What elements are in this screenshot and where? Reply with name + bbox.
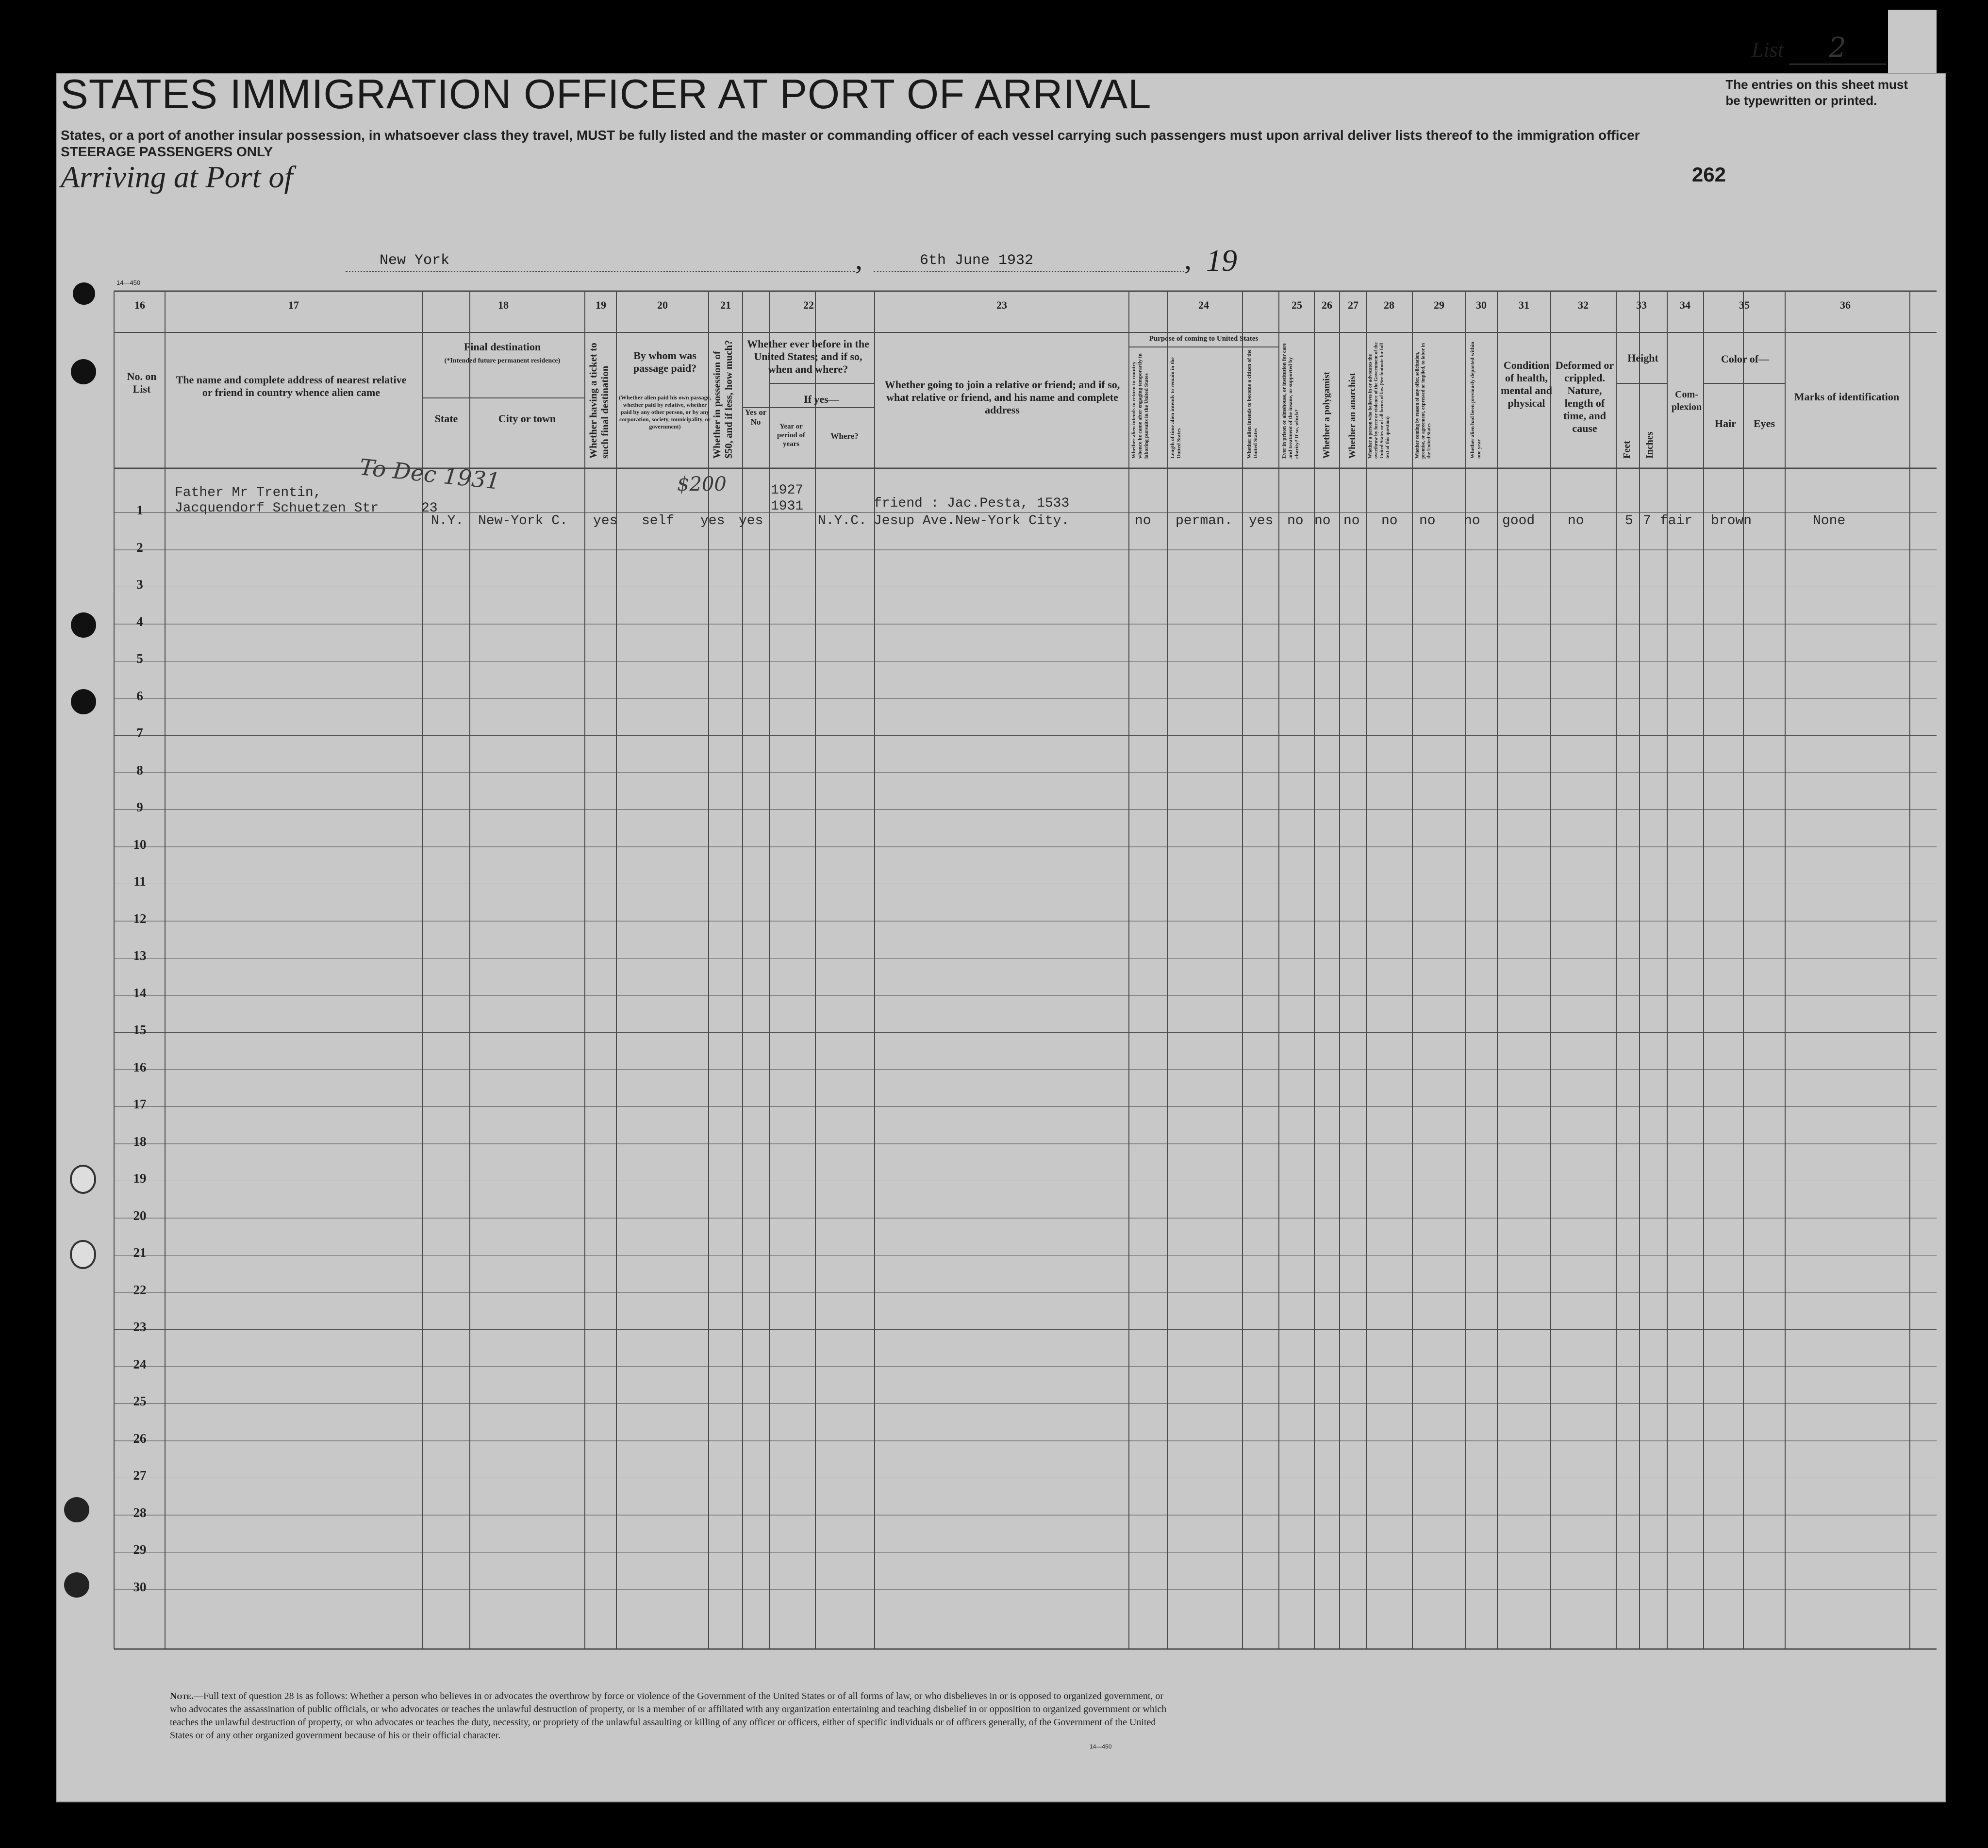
header-c36: Marks of identification — [1794, 391, 1900, 403]
column-number: 22 — [803, 299, 814, 311]
before-yesno-value: yes — [739, 513, 763, 528]
overthrow-value: no — [1381, 513, 1398, 528]
header-c25: Ever in prison or almshouse, or institution for care and treatment of the insane, or supported by charity? If so, which? — [1281, 343, 1300, 459]
header-c33-title: Height — [1627, 352, 1658, 364]
year-prefix: 19 — [1206, 243, 1237, 278]
row-number: 29 — [133, 1542, 147, 1557]
header-c23: Whether going to join a relative or friend; and if so, what relative or friend, and his name and complete address — [884, 379, 1120, 416]
row-number: 30 — [133, 1579, 147, 1594]
column-number: 29 — [1434, 299, 1444, 311]
column-number: 35 — [1739, 299, 1750, 311]
column-number: 20 — [657, 299, 668, 311]
header-c35-title: Color of— — [1721, 353, 1770, 365]
citizen-value: yes — [1249, 513, 1274, 528]
column-number: 33 — [1636, 299, 1647, 311]
header-c31: Condition of health, mental and physical — [1501, 359, 1552, 409]
page-title: STATES IMMIGRATION OFFICER AT PORT OF ARRIVAL — [61, 71, 1152, 117]
column-number: 18 — [498, 299, 509, 311]
column-number: 31 — [1519, 299, 1529, 311]
handwritten-note: To Dec 1931 — [358, 453, 502, 495]
header-c32: Deformed or crippled. Nature, length of time, and cause — [1555, 359, 1614, 434]
header-c22-where: Where? — [830, 431, 859, 441]
before-years-1: 1927 — [771, 483, 804, 498]
row-number: 13 — [133, 948, 147, 963]
hair-value: brown — [1711, 513, 1752, 528]
form-code-top: 14—450 — [116, 279, 141, 286]
list-number: 2 — [1789, 32, 1886, 65]
form-code-bottom: 14—450 — [1090, 1743, 1112, 1750]
column-number: 16 — [134, 299, 145, 311]
header-c35-eyes: Eyes — [1754, 417, 1775, 429]
header-c26: Whether a polygamist — [1322, 371, 1332, 459]
row-number: 15 — [133, 1023, 147, 1037]
header-c30: Whether alien had been previously deported within one year — [1470, 341, 1482, 459]
column-number: 34 — [1680, 299, 1690, 311]
before-where-value: N.Y.C. — [818, 513, 867, 528]
row-number: 26 — [133, 1431, 147, 1446]
join-line2: Jesup Ave.New-York City. — [874, 513, 1070, 528]
header-c17: The name and complete address of nearest relative or friend in country whence alien came — [176, 374, 407, 398]
column-number: 17 — [288, 299, 299, 311]
row-number: 4 — [136, 614, 143, 629]
return-value: no — [1135, 513, 1151, 528]
health-value: good — [1502, 513, 1535, 528]
header-c29: Whether coming by reason of any offer, solicitation, promise, or agreement, expressed or implied, to labor in the United States — [1415, 343, 1432, 459]
footnote-label: Note. — [170, 1691, 194, 1701]
column-number: 19 — [596, 299, 606, 311]
header-c18-title: Final destination — [464, 341, 541, 353]
entries-note-line: be typewritten or printed. — [1725, 93, 1877, 108]
marks-value: None — [1813, 513, 1846, 528]
row-number: 14 — [133, 985, 147, 1000]
column-number: 30 — [1476, 299, 1487, 311]
money-value: yes — [700, 513, 725, 528]
column-number: 25 — [1292, 299, 1302, 311]
column-number: 32 — [1578, 299, 1589, 311]
entries-note-line: The entries on this sheet must — [1725, 77, 1908, 92]
row-number: 16 — [133, 1059, 147, 1074]
column-number: 36 — [1840, 299, 1851, 311]
instructions-line: States, or a port of another insular possession, in whatsoever class they travel, MUST be fully listed and the master or commanding officer of each vessel carrying such passengers must upon arrival deliver lists thereof to the immigration officer — [61, 128, 1640, 143]
row-number: 8 — [136, 762, 143, 777]
column-number: 27 — [1348, 299, 1358, 311]
header-c33-feet: Feet — [1622, 441, 1632, 459]
header-c20-title: By whom was passage paid? — [633, 349, 697, 374]
header-c18-sub: (*Intended future permanent residence) — [444, 357, 561, 364]
state-value: N.Y. — [431, 513, 464, 528]
footnote — [170, 1690, 1179, 1742]
column-number: 23 — [996, 299, 1007, 311]
inches-value: 7 — [1643, 513, 1651, 528]
row-number: 18 — [133, 1134, 147, 1149]
row-number: 22 — [133, 1282, 147, 1297]
anarchist-value: no — [1343, 513, 1360, 528]
column-number: 24 — [1198, 299, 1209, 311]
complexion-value: fair — [1660, 513, 1693, 528]
row-number: 5 — [136, 651, 143, 666]
comma: , — [1184, 243, 1192, 275]
column-number: 26 — [1322, 299, 1332, 311]
footnote-text: —Full text of question 28 is as follows: Whether a person who believes in or advocates the overthrow by force or violence of the Government of the United States or of all forms of law, or who disbelieves in or is opposed to organized government, or who advocates the assassination of public officials, or who advocates or teaches the unlawful destruction of property, or is a member of or affiliated with any organization entertaining and teaching disbelief in or opposition to organized government or which teaches the unlawful destruction of property, or who advocates or teaches the duty, necessity, or propriety of the unlawful assaulting or killing of any officer or officers, either of specific individuals or of officers generally, of the Government of the United States or of any other organized government because of his or their official character. — [170, 1691, 1167, 1741]
header-c24-c: Whether alien intends to become a citizen of the United States — [1246, 349, 1259, 459]
row-number: 6 — [136, 688, 143, 703]
row-number: 1 — [136, 503, 143, 517]
header-c33-inches: Inches — [1644, 431, 1655, 459]
header-c18-state: State — [434, 412, 458, 425]
header-c18-city: City or town — [498, 412, 556, 425]
header-c16: No. on List — [127, 370, 157, 395]
relative-line2-cont: 23 — [421, 501, 438, 516]
before-years-2: 1931 — [771, 499, 804, 514]
row-number: 19 — [133, 1171, 147, 1186]
comma: , — [855, 243, 862, 275]
row-number: 7 — [136, 726, 143, 740]
row-number: 28 — [133, 1505, 147, 1520]
column-number: 28 — [1384, 299, 1394, 311]
offer-value: no — [1419, 513, 1436, 528]
row-number: 23 — [133, 1320, 147, 1334]
header-c22-year: Year or period of years — [777, 423, 805, 448]
deported-value: no — [1464, 513, 1480, 528]
row-number: 24 — [133, 1356, 147, 1371]
header-c24-a: Whether alien intends to return to country whence he came after engaging temporarily in laboring pursuits in the United States — [1131, 353, 1149, 459]
header-c24-b: Length of time alien intends to remain in the United States — [1170, 357, 1182, 459]
row-number: 10 — [133, 837, 147, 852]
header-c22-yesno: Yes or No — [745, 408, 767, 427]
header-c22-if: If yes— — [804, 393, 839, 405]
passage-value: self — [642, 513, 675, 528]
header-c27: Whether an anarchist — [1347, 373, 1358, 459]
row-number: 2 — [136, 540, 143, 555]
sheet-number: 262 — [1691, 163, 1726, 186]
polygamist-value: no — [1314, 513, 1331, 528]
header-c35-hair: Hair — [1715, 417, 1736, 429]
row-number: 17 — [133, 1097, 147, 1111]
port-value: New York — [380, 252, 450, 269]
list-label: List — [1751, 38, 1784, 62]
row-number: 9 — [136, 800, 143, 814]
relative-line2: Jacquendorf Schuetzen Str — [175, 501, 379, 516]
join-line1: friend : Jac.Pesta, 1533 — [874, 496, 1070, 511]
date-value: 6th June 1932 — [920, 252, 1034, 269]
feet-value: 5 — [1625, 513, 1633, 528]
handwritten-amount: $200 — [677, 473, 727, 495]
header-c28: Whether a person who believes in or advocates the overthrow by force or violence of the Government of the United States or of all forms of law (See footnote for full text of this question) — [1368, 342, 1391, 459]
header-c22-title: Whether ever before in the United States; and if so, when and where? — [747, 338, 869, 375]
header-c34: Com-plexion — [1671, 389, 1702, 412]
row-number: 25 — [133, 1394, 147, 1408]
row-number: 27 — [133, 1468, 147, 1483]
ticket-value: yes — [593, 513, 618, 528]
city-value: New-York C. — [478, 513, 568, 528]
row-number: 12 — [133, 911, 147, 926]
row-number: 20 — [133, 1208, 147, 1223]
header-c19: Whether having a ticket to such final destination — [587, 343, 611, 459]
relative-line1: Father Mr Trentin, — [175, 485, 322, 500]
header-c21: Whether in possession of $50, and if less, how much? — [711, 340, 734, 459]
row-number: 21 — [133, 1245, 147, 1260]
row-number: 11 — [133, 874, 146, 889]
length-value: perman. — [1176, 513, 1233, 528]
header-c20-sub: (Whether alien paid his own passage, whether paid by relative, whether paid by any other person, or by any corporation, society, municipality, or government) — [619, 394, 711, 430]
instructions-line: STEERAGE PASSENGERS ONLY — [61, 144, 273, 159]
row-number: 3 — [136, 577, 143, 592]
deformed-value: no — [1568, 513, 1584, 528]
header-c24-title: Purpose of coming to United States — [1149, 335, 1259, 343]
prison-value: no — [1287, 513, 1304, 528]
arriving-label: Arriving at Port of — [61, 160, 293, 194]
column-number: 21 — [720, 299, 731, 311]
